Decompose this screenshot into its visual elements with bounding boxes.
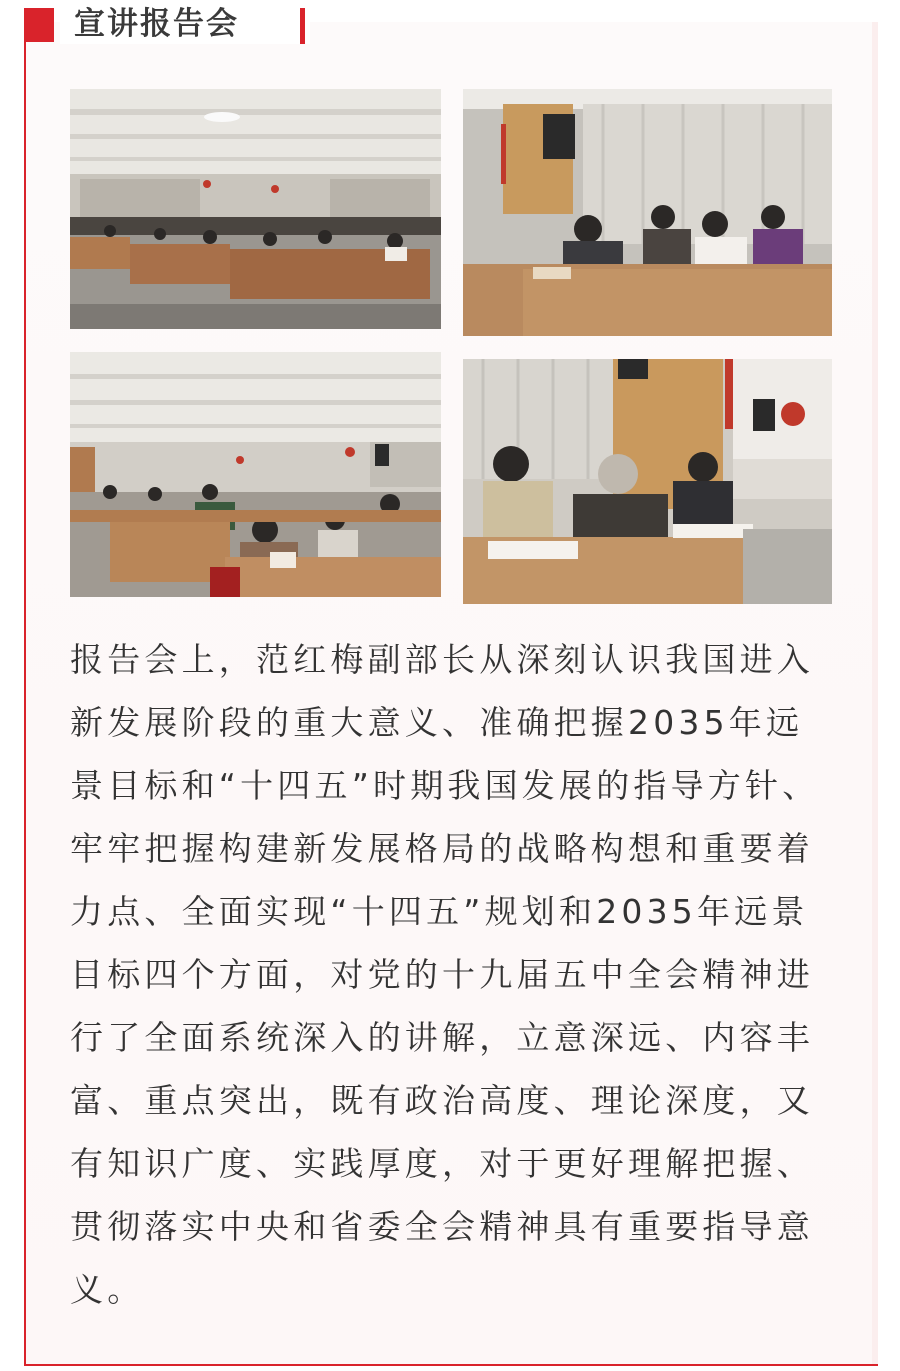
photo-audience-note-taking xyxy=(463,359,832,604)
header-marker-square xyxy=(24,8,54,42)
photo-audience-front-rows xyxy=(463,89,832,336)
frame-right-shade xyxy=(872,22,878,1364)
photo-meeting-hall-wide xyxy=(70,89,441,329)
header-marker-bar xyxy=(300,8,305,44)
photo-audience-side-view xyxy=(70,352,441,597)
article-paragraph: 报告会上，范红梅副部长从深刻认识我国进入新发展阶段的重大意义、准确把握2035年远景目标和“十四五”时期我国发展的指导方针、牢牢把握构建新发展格局的战略构想和重要着力点、全面实现“十四五”规划和2035年远景目标四个方面，对党的十九届五中全会精神进行了全面系统深入的讲解，立意深远、内容丰富、重点突出，既有政治高度、理论深度，又有知识广度、实践厚度，对于更好理解把握、贯彻落实中央和省委全会精神具有重要指导意义。 xyxy=(70,640,820,1309)
section-title: 宣讲报告会 xyxy=(74,6,239,42)
